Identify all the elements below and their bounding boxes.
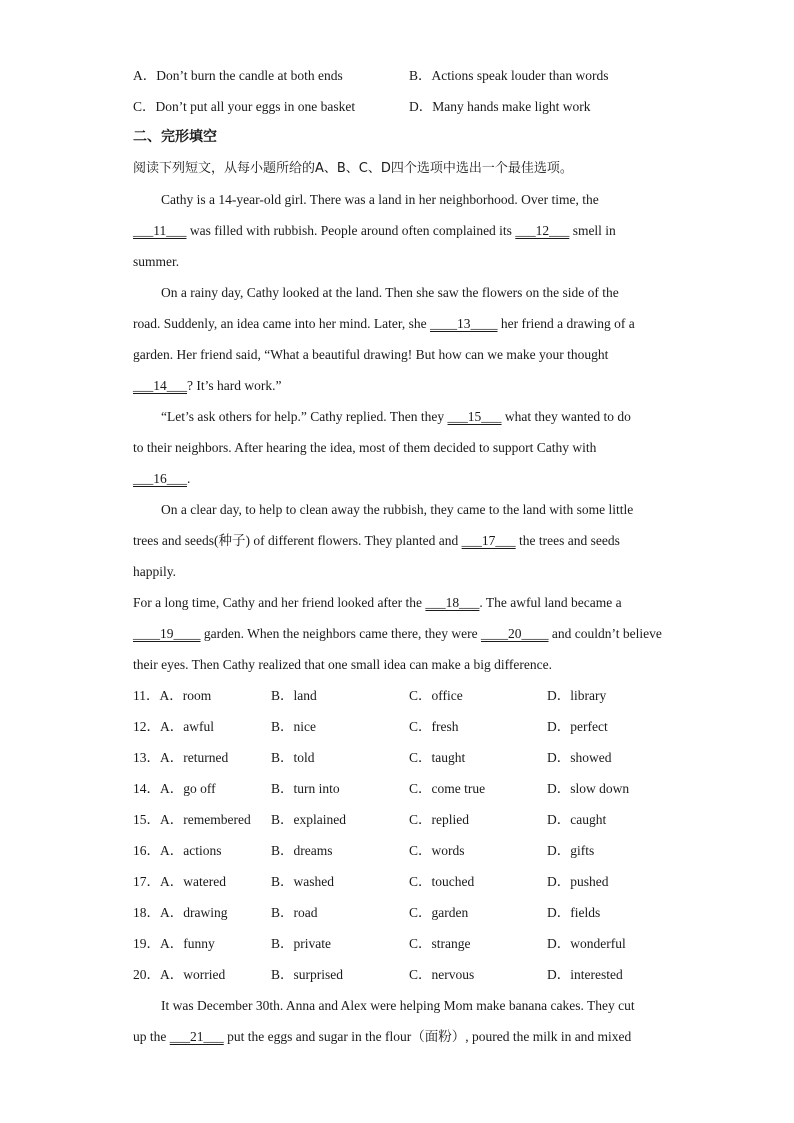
document-page [133,60,663,1052]
blank-12: ___12___ [515,223,570,238]
question-row: 20．A．worried B．surprised C．nervous D．interested [133,967,623,982]
passage-line: For a long time, Cathy and her friend looked after the ___18___. The awful land became a [133,587,663,618]
second-passage [133,990,663,1052]
passage-line: It was December 30th. Anna and Alex were helping Mom make banana cakes. They cut [161,998,635,1013]
option-b: B．Actions speak louder than words [409,68,609,83]
passage-line: “Let’s ask others for help.” Cathy replied. Then they ___15___ what they wanted to do [133,401,663,432]
question-row: 16．A．actions B．dreams C．words D．gifts [133,843,595,858]
blank-11: ___11___ [133,223,187,238]
passage-line: Cathy is a 14-year-old girl. There was a land in her neighborhood. Over time, the [161,192,599,207]
passage-line: ___11___ was filled with rubbish. People around often complained its ___12___ smell in [133,215,663,246]
blank-16: ___16___ [133,471,187,486]
question-row: 17．A．watered B．washed C．touched D．pushed [133,874,609,889]
section-title: 二、完形填空 [133,129,217,145]
passage-line: ____19____ garden. When the neighbors came there, they were ____20____ and couldn’t believe [133,618,663,649]
question-list [133,680,663,990]
blank-15: ___15___ [447,409,502,424]
blank-18: ___18___ [425,595,480,610]
passage-line: to their neighbors. After hearing the idea, most of them decided to support Cathy with [133,440,597,455]
passage-line: happily. [133,564,176,579]
blank-20: ____20____ [481,626,549,641]
passage-line: their eyes. Then Cathy realized that one small idea can make a big difference. [133,657,552,672]
question-row: 18．A．drawing B．road C．garden D．fields [133,905,601,920]
passage-line: On a clear day, to help to clean away the rubbish, they came to the land with some little [161,502,634,517]
option-d: D．Many hands make light work [409,99,591,114]
passage-line: On a rainy day, Cathy looked at the land. Then she saw the flowers on the side of the [161,285,619,300]
question-row: 12．A．awful B．nice C．fresh D．perfect [133,719,608,734]
blank-17: ___17___ [461,533,516,548]
blank-21: ___21___ [169,1029,224,1044]
question-row: 14．A．go off B．turn into C．come true D．slow down [133,781,630,796]
question-row: 15．A．remembered B．explained C．replied D．caught [133,812,607,827]
question-row: 13．A．returned B．told C．taught D．showed [133,750,612,765]
option-a: A．Don’t burn the candle at both ends [133,68,343,83]
blank-19: ____19____ [133,626,201,641]
passage-line: garden. Her friend said, “What a beautiful drawing! But how can we make your thought [133,347,609,362]
option-c: C．Don’t put all your eggs in one basket [133,99,356,114]
passage-line: ___14___? It’s hard work.” [133,370,663,401]
section-instruction: 阅读下列短文，从每小题所给的A、B、C、D四个选项中选出一个最佳选项。 [133,161,573,176]
previous-question-options [133,60,663,122]
passage-line: up the ___21___ put the eggs and sugar in the flour（面粉）, poured the milk in and mixed [133,1021,663,1052]
passage-line: trees and seeds(种子) of different flowers. They planted and ___17___ the trees and seeds [133,525,663,556]
passage-line: summer. [133,254,180,269]
passage-line: road. Suddenly, an idea came into her mind. Later, she ____13____ her friend a drawing of a [133,308,663,339]
cloze-passage [133,184,663,680]
blank-14: ___14___ [133,378,187,393]
passage-line: ___16___. [133,463,663,494]
question-row: 11．A．room B．land C．office D．library [133,688,607,703]
question-row: 19．A．funny B．private C．strange D．wonderful [133,936,626,951]
blank-13: ____13____ [430,316,498,331]
